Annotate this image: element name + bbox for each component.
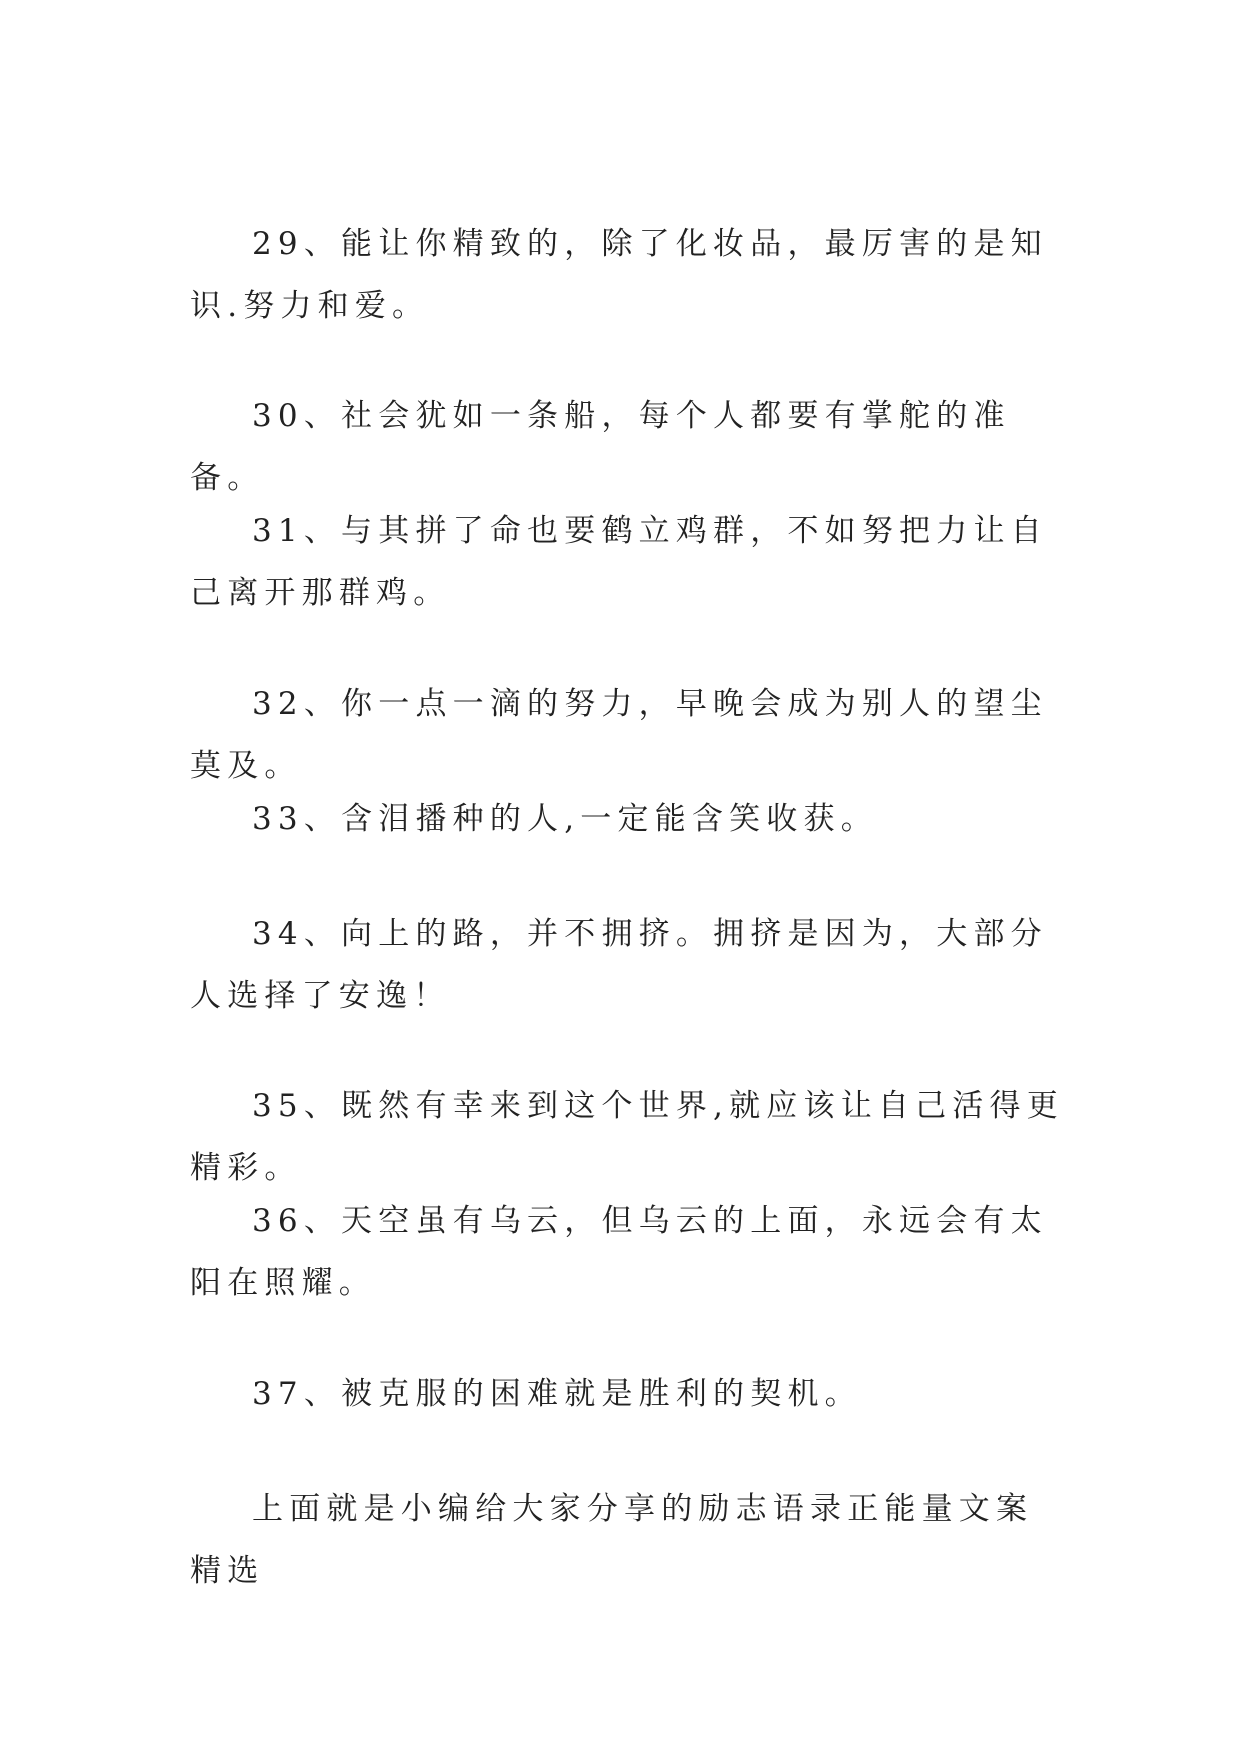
quote-34: 34、向上的路，并不拥挤。拥挤是因为，大部分人选择了安逸！ xyxy=(190,916,1048,1014)
quote-29: 29、能让你精致的，除了化妆品，最厉害的是知识.努力和爱。 xyxy=(190,226,1048,324)
quote-32: 32、你一点一滴的努力，早晚会成为别人的望尘莫及。 xyxy=(190,686,1048,784)
quote-35: 35、既然有幸来到这个世界,就应该让自己活得更精彩。 xyxy=(190,1088,1064,1186)
quote-30: 30、社会犹如一条船，每个人都要有掌舵的准备。 xyxy=(190,398,1011,496)
quote-31: 31、与其拼了命也要鹤立鸡群，不如努把力让自己离开那群鸡。 xyxy=(190,513,1048,611)
quote-36: 36、天空虽有乌云，但乌云的上面，永远会有太阳在照耀。 xyxy=(190,1203,1048,1301)
closing-paragraph: 上面就是小编给大家分享的励志语录正能量文案精选 xyxy=(190,1491,1034,1589)
quote-37: 37、被克服的困难就是胜利的契机。 xyxy=(252,1376,862,1412)
quote-33: 33、含泪播种的人,一定能含笑收获。 xyxy=(252,801,878,837)
